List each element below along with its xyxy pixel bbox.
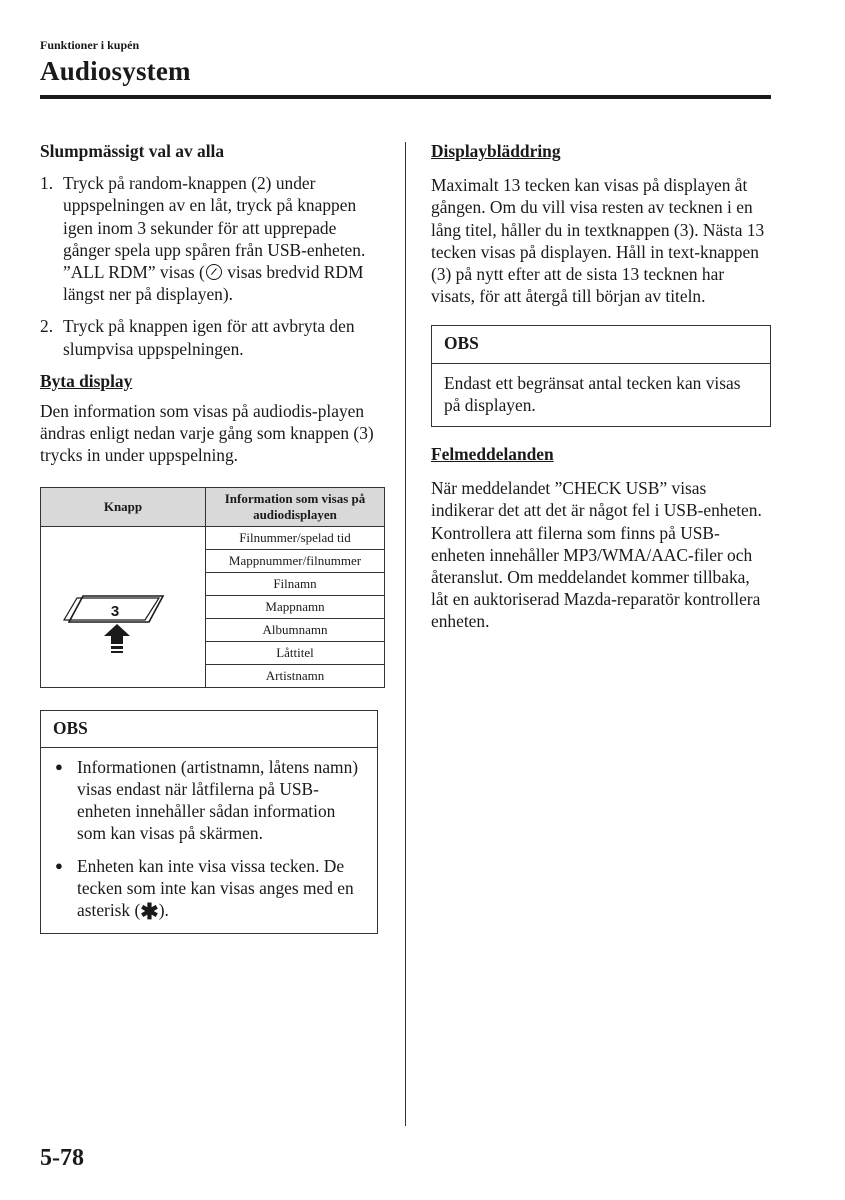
step-1	[40, 172, 382, 305]
obs-title: OBS	[432, 326, 770, 363]
byta-display-text: Den information som visas på audiodis-playen ändras enligt nedan varje gång som knappen (3) trycks in under uppspelning.	[40, 401, 374, 466]
display-info-table	[40, 487, 385, 688]
random-heading: Slumpmässigt val av alla	[40, 141, 225, 161]
table-cell-info: Filnamn	[206, 572, 385, 595]
step-text: Tryck på random-knappen (2) under uppspelningen av en låt, tryck på knappen igen inom 3 sekunder för att upprepade gånger spela upp spåren från USB-enheten. ”ALL RDM” visas ( visas bredvid RDM längst ner på displayen).	[63, 173, 366, 305]
right-column	[431, 140, 771, 633]
list-item	[53, 756, 365, 845]
obs-body: Endast ett begränsat antal tecken kan visas på displayen.	[444, 372, 741, 415]
table-header-information: Information som visas på audiodisplayen	[206, 487, 385, 526]
byta-display-heading: Byta display	[40, 370, 133, 391]
bullet-text: Informationen (artistnamn, låtens namn) visas endast när låtfilerna på USB-enheten innehåller sådan information som kan visas på skärmen.	[77, 756, 359, 844]
left-column	[40, 140, 382, 934]
table-header-knapp: Knapp	[41, 487, 206, 526]
step-number: 2.	[40, 316, 54, 337]
table-cell-info: Artistnamn	[206, 664, 385, 687]
list-item	[53, 855, 365, 924]
bullet-icon: ●	[55, 857, 63, 873]
button-3-icon	[41, 530, 205, 680]
obs-box-right	[431, 325, 771, 427]
obs-bullet-list	[53, 756, 365, 923]
column-divider	[405, 142, 406, 1126]
obs-body	[41, 748, 377, 933]
obs-box-left	[40, 710, 378, 935]
bullet-text: Enheten kan inte visa vissa tecken. De tecken som inte kan visas anges med en asterisk (✱).	[77, 855, 354, 925]
table-cell-info: Filnummer/spelad tid	[206, 526, 385, 549]
table-cell-info: Låttitel	[206, 641, 385, 664]
button-cell	[41, 526, 206, 687]
table-cell-info: Mappnamn	[206, 595, 385, 618]
asterisk-icon: ✱	[140, 899, 159, 925]
press-arrow-icon	[104, 624, 130, 653]
obs-title: OBS	[41, 711, 377, 748]
table-cell-info: Albumnamn	[206, 618, 385, 641]
display-scroll-heading: Displaybläddring	[431, 141, 561, 161]
page-title: Audiosystem	[40, 56, 191, 86]
disc-slash-icon	[206, 264, 222, 280]
button-number: 3	[110, 602, 120, 620]
steps-list	[40, 172, 382, 360]
table-row	[41, 526, 385, 549]
step-2	[40, 315, 382, 359]
section-label: Funktioner i kupén	[40, 38, 140, 52]
table-cell-info: Mappnummer/filnummer	[206, 549, 385, 572]
step-text: Tryck på knappen igen för att avbryta den slumpvisa uppspelningen.	[63, 316, 355, 359]
error-messages-text: När meddelandet ”CHECK USB” visas indikerar det att det är något fel i USB-enheten. Kontrollera att filerna som finns på USB-enheten innehåller MP3/WMA/AAC-filer och återanslut. Om meddelandet kommer tillbaka, låt en auktoriserad Mazda-reparatör kontrollera enheten.	[431, 478, 762, 632]
step-number: 1.	[40, 173, 54, 194]
display-scroll-text: Maximalt 13 tecken kan visas på displayen åt gången. Om du vill visa resten av tecknen i en lång titel, håller du in textknappen (3). Nästa 13 tecken visas på displayen. Håll in text-knappen (3) på nytt efter att de sista 13 tecknen har visats, för att återgå till början av titeln.	[431, 175, 765, 307]
error-messages-heading: Felmeddelanden	[431, 444, 554, 465]
title-rule	[40, 95, 771, 99]
bullet-icon: ●	[55, 758, 63, 774]
page-number: 5-78	[40, 1145, 84, 1171]
